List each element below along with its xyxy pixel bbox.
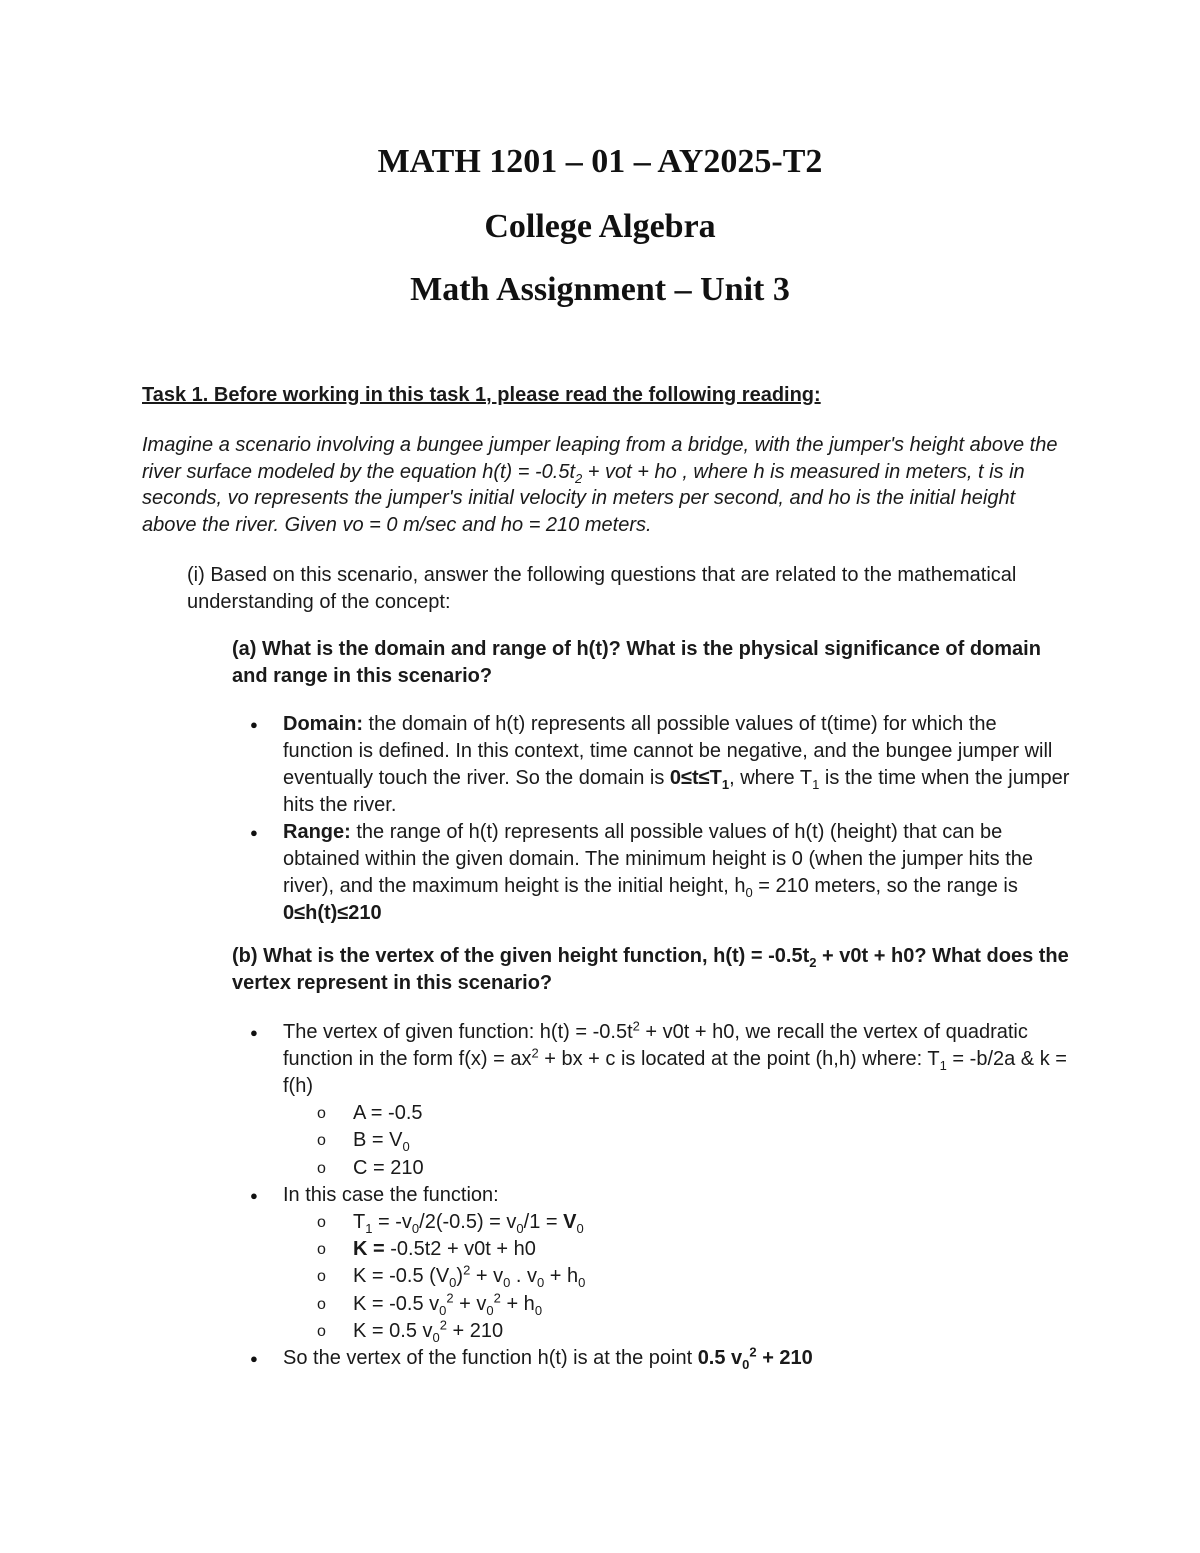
answer-a-list [232,711,1072,927]
course-title: MATH 1201 – 01 – AY2025-T2 [377,143,823,180]
coef-a: o A = -0.5 [283,1100,1072,1127]
step-4: o K = -0.5 $v_0^2 + v_0^2 + h_0$ [283,1291,1072,1318]
coef-c: o C = 210 [283,1155,1072,1182]
coefficient-list [283,1100,1072,1182]
range-bullet: ● Range: the range of h(t) represents all possible values of h(t) (height) that can be obtained within the given domain. The minimum height is 0 (when the jumper hits the river), and the maximum height is the initial height, $h_0 = 210$ meters, so the range is 0≤h(t)≤210 [232,819,1072,927]
question-b: (b) What is the vertex of the given height function, $h(t) = -0.5t_2 + v0t + h0$? What does the vertex represent in this scenario? [232,945,1069,994]
subject-title: College Algebra [484,208,716,245]
step-3: o K = -0.5 $(V_0)^2 + v_0$ . $v_0 + h_0$ [283,1263,1072,1290]
conclusion-bullet: ● So the vertex of the function h(t) is at the point 0.5 $v_0^2 + 210$ [232,1345,1072,1372]
task-1-heading: Task 1. Before working in this task 1, please read the following reading: [142,384,821,406]
domain-bullet: ● Domain: the domain of h(t) represents all possible values of t(time) for which the function is defined. In this context, time cannot be negative, and the bungee jumper will eventually touch the river. So the domain is $0\le t\le T_1$, where $T_1$ is the time when the jumper hits the river. [232,711,1072,819]
answer-b-list [232,1019,1072,1372]
case-bullet: ● In this case the function: o $T_1 = -v_0/2(-0.5) = v_0/1 = V_0$ o K = -0.5t2 + v0t + h0 o K = -0.5 $(V_0)^2 + v_0$ . $v_0 + h_0$ o K = -0.5 $v_0^2 + v_0^2 + h_0$ o K = 0.5 $v_0^2 + 210$ [232,1182,1072,1345]
part-i-instruction: (i) Based on this scenario, answer the following questions that are related to the mathematical understanding of the concept: [187,564,1017,613]
assignment-title: Math Assignment – Unit 3 [410,271,790,308]
coef-b: o $B = V_0$ [283,1127,1072,1154]
scenario-paragraph: Imagine a scenario involving a bungee jumper leaping from a bridge, with the jumper's height above the river surface modeled by the equation $h(t) = -0.5t_2$ + vot + ho , where h is measured in meters, t is in seconds, vo represents the jumper's initial velocity in meters per second, and ho is the initial height above the river. Given vo = 0 m/sec and ho = 210 meters. [142,434,1058,536]
question-a: (a) What is the domain and range of h(t)? What is the physical significance of domain and range in this scenario? [232,638,1041,687]
steps-list [283,1209,1072,1345]
step-5: o K = 0.5 $v_0^2 + 210$ [283,1318,1072,1345]
step-1: o $T_1 = -v_0/2(-0.5) = v_0/1 = V_0$ [283,1209,1072,1236]
step-2: o K = -0.5t2 + v0t + h0 [283,1236,1072,1263]
vertex-intro-bullet: ● The vertex of given function: $h(t) = -0.5t^2 + v0t + h0$, we recall the vertex of quadratic function in the form $f(x) = ax^2$ + bx + c is located at the point (h,h) where: $T_1 = -b/2a$ & k = f(h) o A = -0.5 o $B = V_0$ o C = 210 [232,1019,1072,1182]
